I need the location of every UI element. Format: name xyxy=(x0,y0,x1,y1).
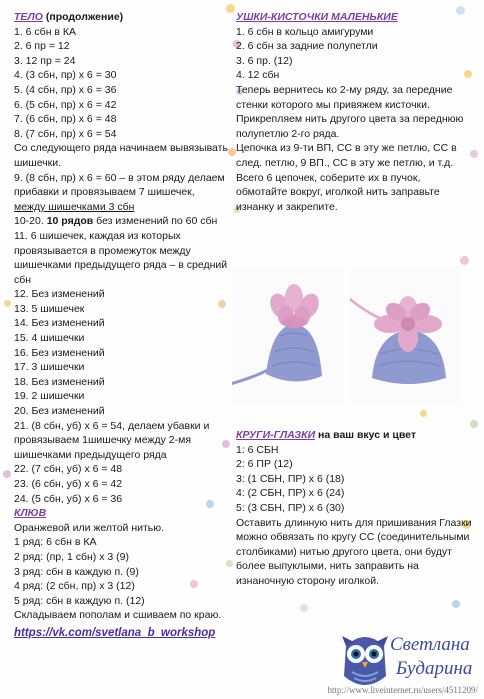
pattern-row: 23. (6 сбн, уб) х 6 = 42 xyxy=(14,478,123,490)
ear-photo-top xyxy=(350,266,462,406)
eyes-row: 1: 6 СБН xyxy=(236,443,279,456)
pattern-row: 6. (5 сбн, пр) х 6 = 42 xyxy=(14,98,117,111)
eyes-section xyxy=(236,428,472,589)
eyes-note: Оставить длинную нить для пришивания Глазки можно обвязать по кругу СС (соединительными столбиками) нитью другого цвета, они будут более выпуклыми, нить заправить на изнаночную сторону иголкой. xyxy=(236,516,472,587)
pattern-row: 1. 6 сбн в КА xyxy=(14,25,77,38)
pattern-row: 12. Без изменений xyxy=(14,288,105,301)
owl-icon xyxy=(340,628,390,692)
beak-row: Оранжевой или желтой нитью. xyxy=(14,521,165,534)
pattern-row: 4. (3 сбн, пр) х 6 = 30 xyxy=(14,69,117,82)
pattern-row: 19. 2 шишечки xyxy=(14,390,85,403)
body-note: 21. (8 сбн, уб) х 6 = 54, делаем убавки и провязываем 1шишечку между 2-мя шишечками предыдущего ряда xyxy=(14,419,210,461)
pattern-row: 22. (7 сбн, уб) х 6 = 48 xyxy=(14,463,123,476)
watermark: http://www.liveinternet.ru/users/4511209/ xyxy=(327,685,478,695)
body-note: Со следующего ряда начинаем вывязывать шишечки. xyxy=(14,142,228,169)
eyes-title-suffix: на ваш вкус и цвет xyxy=(315,429,416,441)
beak-row: Складываем пополам и сшиваем по краю. xyxy=(14,609,222,622)
ears-note: Всего 6 цепочек, соберите их в пучок, обмотайте вокруг, иголкой нить заправьте изнанку и закрепите. xyxy=(236,171,440,213)
eyes-row: 5: (3 СБН, ПР) х 6 (30) xyxy=(236,501,345,514)
right-column xyxy=(236,10,472,214)
body-note: 9. (8 сбн, пр) х 6 = 60 – в этом ряду делаем прибавки и провязываем 7 шишечек, xyxy=(14,171,225,199)
ears-note: Цепочка из 9-ти ВП, СС в эту же петлю, СС в след. петлю, 9 ВП., СС в эту же петлю, и т.д. xyxy=(236,142,457,169)
eyes-row: 2: 6 ПР (12) xyxy=(236,458,293,471)
eyes-row: 4: (2 СБН, ПР) х 6 (24) xyxy=(236,487,345,500)
pattern-row: 18. Без изменений xyxy=(14,375,105,388)
pattern-row: 13. 5 шишечек xyxy=(14,302,85,315)
beak-row: 2 ряд: (пр, 1 сбн) х 3 (9) xyxy=(14,550,129,563)
pattern-row: 17. 3 шишечки xyxy=(14,361,85,374)
eyes-title: КРУГИ-ГЛАЗКИ xyxy=(236,429,316,441)
beak-row: 5 ряд: сбн в каждую п. (12) xyxy=(14,594,145,607)
eyes-row: 3: (1 СБН, ПР) х 6 (18) xyxy=(236,472,345,485)
body-note: 11. 6 шишечек, каждая из которых провязывается в промежуток между шишечками предыдущего ряда – в средний сбн xyxy=(14,229,228,286)
pattern-row: 15. 4 шишечки xyxy=(14,332,85,345)
pattern-row: 16. Без изменений xyxy=(14,346,105,359)
body-title-suffix: (продолжение) xyxy=(42,11,124,23)
beak-row: 4 ряд: (2 сбн, пр) х 3 (12) xyxy=(14,580,135,593)
pattern-row: 3. 12 пр = 24 xyxy=(14,54,76,67)
ears-row: 4. 12 сбн xyxy=(236,69,280,82)
ears-title: УШКИ-КИСТОЧКИ МАЛЕНЬКИЕ xyxy=(236,11,398,23)
row-count: 10 рядов xyxy=(46,215,94,228)
ears-note: Теперь вернитесь ко 2-му ряду, за передние стенки которого мы привяжем кисточки. xyxy=(236,83,453,111)
beak-row: 3 ряд: сбн в каждую п. (9) xyxy=(14,565,139,578)
logo-name: Светлана xyxy=(390,634,470,655)
pattern-row: 8. (7 сбн, пр) х 6 = 54 xyxy=(14,127,117,140)
pattern-row: 7. (6 сбн, пр) х 6 = 48 xyxy=(14,113,117,126)
pattern-row: 14. Без изменений xyxy=(14,317,105,330)
ears-row: 2. 6 сбн за задние полупетли xyxy=(236,40,378,53)
body-section-heading xyxy=(14,10,236,25)
left-column xyxy=(14,10,236,641)
pattern-row: 2. 6 пр = 12 xyxy=(14,40,70,53)
pattern-row: 20. Без изменений xyxy=(14,405,105,418)
row-text: без изменений по 60 сбн xyxy=(93,215,218,228)
body-title: ТЕЛО xyxy=(14,11,43,23)
ear-photo-side xyxy=(232,266,344,406)
pattern-row: 24. (5 сбн, уб) х 6 = 36 xyxy=(14,492,123,505)
logo-surname: Бударина xyxy=(396,658,473,679)
body-note: между шишечками 3 сбн xyxy=(14,200,135,213)
pattern-row xyxy=(14,214,236,229)
ear-photos xyxy=(232,266,462,408)
ears-row: 3. 6 пр. (12) xyxy=(236,54,293,67)
ears-row: 1. 6 сбн в кольцо амигуруми xyxy=(236,25,374,38)
beak-title: КЛЮВ xyxy=(14,507,47,520)
ears-note: Прикрепляем нить другого цвета за переднюю полупетлю 2-го ряда. xyxy=(236,113,464,140)
beak-row: 1 ряд: 6 сбн в КА xyxy=(14,536,97,549)
row-number: 10-20. xyxy=(14,215,47,228)
pattern-row: 5. (4 сбн, пр) х 6 = 36 xyxy=(14,83,117,96)
vk-link[interactable]: https://vk.com/svetlana_b_workshop xyxy=(14,626,216,639)
